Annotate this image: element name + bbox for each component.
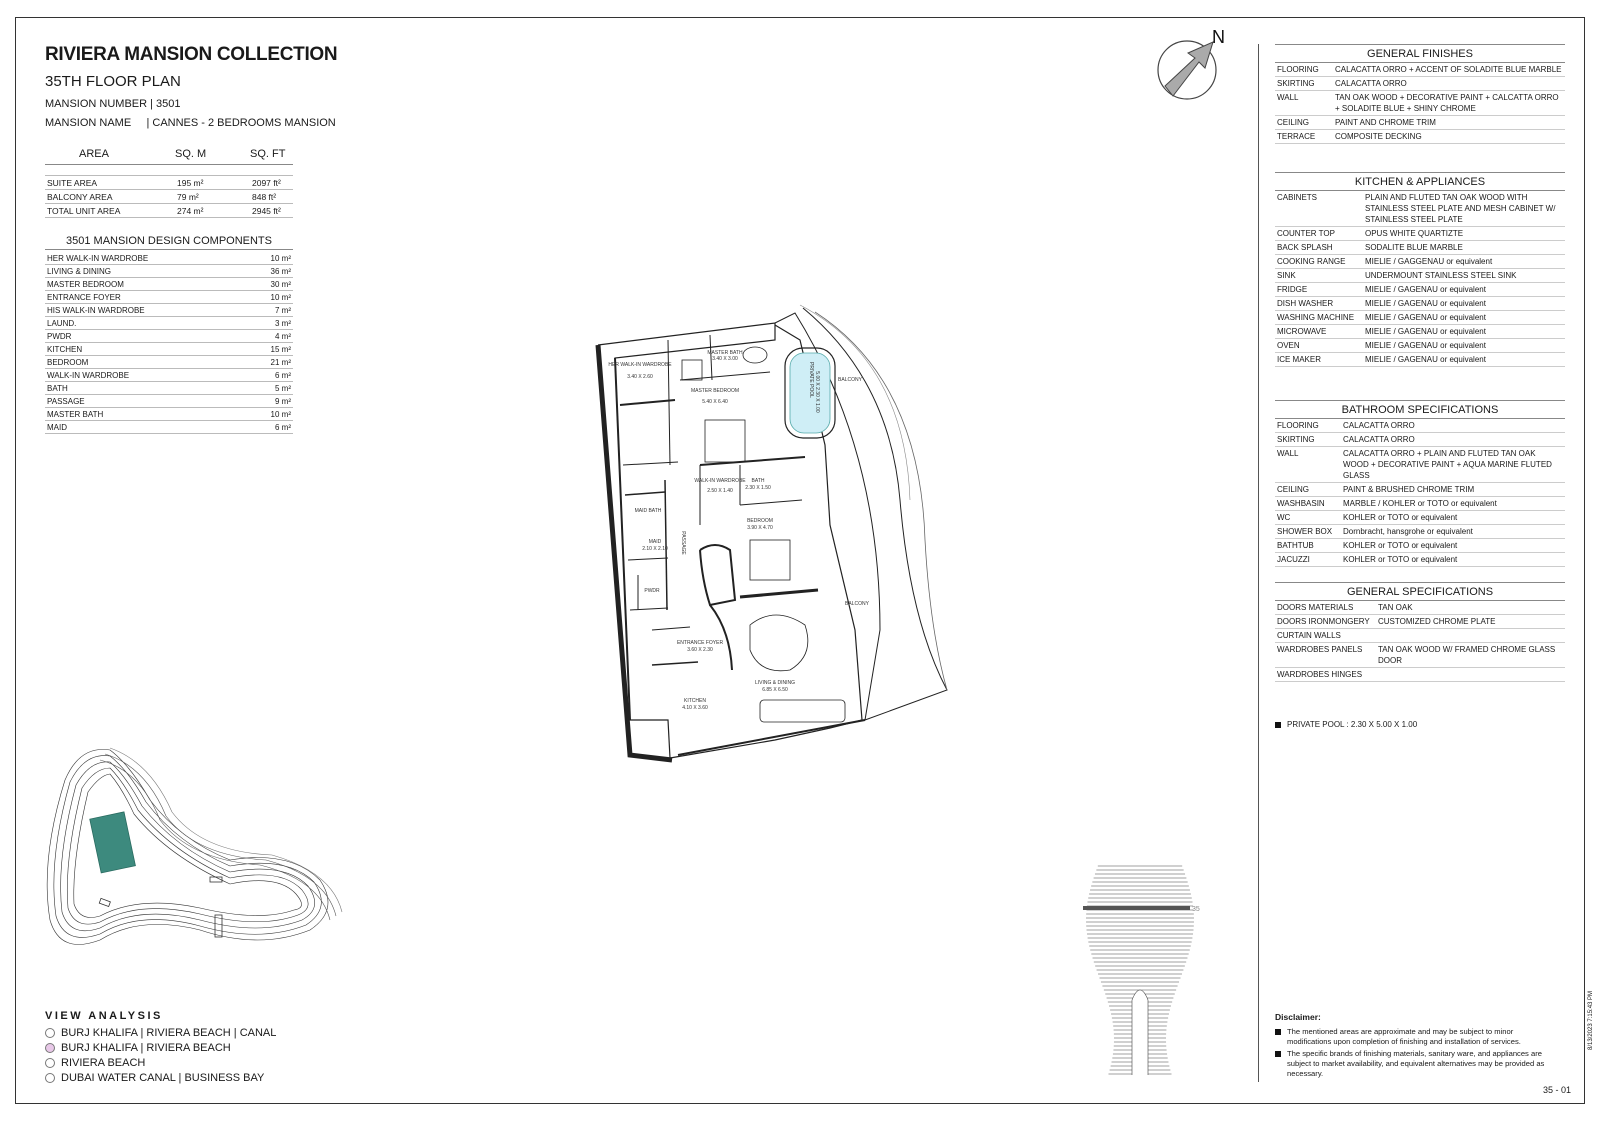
table-row	[45, 190, 293, 204]
row-value: 5 m²	[246, 382, 293, 395]
sqm-cell: 79 m²	[175, 190, 250, 204]
components-title: 3501 MANSION DESIGN COMPONENTS	[45, 235, 293, 250]
row-label: CABINETS	[1275, 191, 1363, 227]
view-analysis-item	[45, 1072, 264, 1084]
row-value: 10 m²	[246, 291, 293, 304]
legend-dot-icon	[45, 1073, 55, 1083]
sqft-cell: 2097 ft²	[250, 176, 293, 190]
disclaimer-text: The mentioned areas are approximate and may be subject to minor modifications upon completion of finishing and installation of services.	[1287, 1027, 1521, 1046]
table-row	[1275, 77, 1565, 91]
disclaimer-text: The specific brands of finishing materials, sanitary ware, and appliances are subject to market availability, and equivalent alternatives may be provided as necessary.	[1287, 1049, 1545, 1078]
row-value: KOHLER or TOTO or equivalent	[1341, 553, 1565, 567]
room-label-master-bedroom: MASTER BEDROOM	[690, 388, 740, 394]
legend-dot-icon	[45, 1028, 55, 1038]
table-row	[1275, 130, 1565, 144]
kitchen-section	[1275, 172, 1565, 367]
room-label-walk-in: WALK-IN WARDROBE	[694, 478, 746, 484]
row-label: MASTER BEDROOM	[45, 278, 246, 291]
table-row	[45, 204, 293, 218]
row-label: WASHBASIN	[1275, 497, 1341, 511]
row-value: MIELIE / GAGENAU or equivalent	[1363, 339, 1565, 353]
row-value: MIELIE / GAGENAU or equivalent	[1363, 283, 1565, 297]
row-value: CALACATTA ORRO	[1333, 77, 1565, 91]
table-row	[45, 382, 293, 395]
row-label: CEILING	[1275, 483, 1341, 497]
table-row	[45, 408, 293, 421]
bullet-icon	[1275, 1029, 1281, 1035]
room-label-bedroom: BEDROOM	[747, 518, 773, 524]
row-value: OPUS WHITE QUARTIZTE	[1363, 227, 1565, 241]
row-value: 10 m²	[246, 252, 293, 265]
view-analysis-title: VIEW ANALYSIS	[45, 1010, 163, 1022]
legend-dot-icon	[45, 1043, 55, 1053]
table-row	[45, 291, 293, 304]
room-dim-entrance: 3.60 X 2.30	[687, 647, 713, 653]
row-label: BATH	[45, 382, 246, 395]
room-label-living: LIVING & DINING	[754, 680, 796, 686]
area-cell: SUITE AREA	[45, 176, 175, 190]
north-label: N	[1212, 28, 1225, 47]
table-row	[45, 317, 293, 330]
room-label-master-bath: MASTER BATH	[707, 350, 743, 356]
table-row	[45, 265, 293, 278]
bathroom-table	[1275, 419, 1565, 567]
row-value: CALACATTA ORRO + PLAIN AND FLUTED TAN OAK WOOD + DECORATIVE PAINT + AQUA MARINE FLUTED GLASS	[1341, 447, 1565, 483]
table-row	[1275, 191, 1565, 227]
row-value: PLAIN AND FLUTED TAN OAK WOOD WITH STAINLESS STEEL PLATE AND MESH CABINET W/ STAINLESS STEEL PLATE	[1363, 191, 1565, 227]
row-value: 4 m²	[246, 330, 293, 343]
row-value: 15 m²	[246, 343, 293, 356]
row-label: DISH WASHER	[1275, 297, 1363, 311]
table-row	[1275, 325, 1565, 339]
north-arrow-icon	[1155, 28, 1225, 103]
general-specs-section	[1275, 582, 1565, 682]
row-value: 7 m²	[246, 304, 293, 317]
room-dim-pool: 5.00 X 2.30 X 1.00	[814, 371, 820, 413]
table-row	[1275, 511, 1565, 525]
room-label-pwdr: PWDR	[644, 588, 660, 594]
table-row	[1275, 483, 1565, 497]
sqm-header: SQ. M	[175, 148, 250, 165]
table-row	[1275, 553, 1565, 567]
table-row	[1275, 241, 1565, 255]
floor-plan-subtitle: 35TH FLOOR PLAN	[45, 73, 181, 90]
table-row	[1275, 433, 1565, 447]
page-number: 35 - 01	[1543, 1085, 1572, 1095]
row-label: COUNTER TOP	[1275, 227, 1363, 241]
row-label: FLOORING	[1275, 419, 1341, 433]
bullet-icon	[1275, 1051, 1281, 1057]
document-title: RIVIERA MANSION COLLECTION	[45, 44, 338, 65]
table-row	[45, 252, 293, 265]
table-row	[1275, 601, 1565, 615]
sqft-header: SQ. FT	[250, 148, 293, 165]
table-row	[1275, 91, 1565, 116]
table-row	[45, 421, 293, 434]
table-row	[1275, 339, 1565, 353]
general-finishes-title: GENERAL FINISHES	[1275, 44, 1565, 63]
kitchen-table	[1275, 191, 1565, 367]
table-row	[1275, 419, 1565, 433]
floor-plan	[590, 300, 970, 780]
room-label-passage: PASSAGE	[680, 531, 686, 555]
row-label: MASTER BATH	[45, 408, 246, 421]
row-value	[1376, 629, 1565, 643]
view-analysis-item	[45, 1027, 276, 1039]
table-row	[45, 369, 293, 382]
row-value: MIELIE / GAGENAU or equivalent	[1363, 297, 1565, 311]
sqm-cell: 195 m²	[175, 176, 250, 190]
table-row	[1275, 615, 1565, 629]
room-label-kitchen: KITCHEN	[684, 698, 706, 704]
area-table	[45, 148, 293, 218]
row-value: 3 m²	[246, 317, 293, 330]
row-label: WARDROBES HINGES	[1275, 668, 1376, 682]
row-value: MIELIE / GAGENAU or equivalent	[1363, 325, 1565, 339]
row-label: SHOWER BOX	[1275, 525, 1341, 539]
table-row	[1275, 311, 1565, 325]
disclaimer	[1275, 1012, 1555, 1081]
row-label: COOKING RANGE	[1275, 255, 1363, 269]
general-finishes-table	[1275, 63, 1565, 144]
room-dim-her-wardrobe: 3.40 X 2.60	[627, 374, 653, 380]
row-label: BACK SPLASH	[1275, 241, 1363, 255]
room-label-maid: MAID	[648, 539, 662, 545]
room-label-entrance: ENTRANCE FOYER	[676, 640, 724, 646]
room-dim-bath: 2.30 X 1.50	[745, 485, 771, 491]
table-row	[1275, 525, 1565, 539]
row-label: HIS WALK-IN WARDROBE	[45, 304, 246, 317]
row-value: 21 m²	[246, 356, 293, 369]
row-label: SKIRTING	[1275, 77, 1333, 91]
row-label: BEDROOM	[45, 356, 246, 369]
row-value: MIELIE / GAGGENAU or equivalent	[1363, 255, 1565, 269]
view-analysis-label: BURJ KHALIFA | RIVIERA BEACH	[61, 1042, 231, 1054]
row-value	[1376, 668, 1565, 682]
table-row	[1275, 297, 1565, 311]
table-row	[45, 304, 293, 317]
row-value: PAINT & BRUSHED CHROME TRIM	[1341, 483, 1565, 497]
row-value: KOHLER or TOTO or equivalent	[1341, 539, 1565, 553]
table-row	[1275, 643, 1565, 668]
timestamp: 8/13/2023 7:15:43 PM	[1588, 990, 1594, 1050]
row-value: 36 m²	[246, 265, 293, 278]
room-dim-master-bedroom: 5.40 X 6.40	[702, 399, 728, 405]
view-analysis-label: RIVIERA BEACH	[61, 1057, 146, 1069]
mansion-name-label: MANSION NAME	[45, 117, 132, 129]
table-row	[1275, 269, 1565, 283]
row-label: HER WALK-IN WARDROBE	[45, 252, 246, 265]
components-table	[45, 252, 293, 434]
mansion-name-value: CANNES - 2 BEDROOMS MANSION	[152, 117, 336, 129]
row-value: CALACATTA ORRO + ACCENT OF SOLADITE BLUE MARBLE	[1333, 63, 1565, 77]
row-label: BATHTUB	[1275, 539, 1341, 553]
row-value: SODALITE BLUE MARBLE	[1363, 241, 1565, 255]
room-label-balcony-2: BALCONY	[845, 601, 869, 607]
area-header: AREA	[45, 148, 175, 165]
view-analysis-label: BURJ KHALIFA | RIVIERA BEACH | CANAL	[61, 1027, 277, 1039]
mansion-name: MANSION NAME | CANNES - 2 BEDROOMS MANSION	[45, 117, 336, 129]
row-label: WASHING MACHINE	[1275, 311, 1363, 325]
divider-line	[1258, 44, 1259, 1082]
table-row	[45, 343, 293, 356]
room-dim-master-bath: 3.40 X 3.00	[712, 356, 738, 362]
sqft-cell: 2945 ft²	[250, 204, 293, 218]
room-label-maid-bath: MAID BATH	[634, 508, 662, 514]
room-label-her-wardrobe: HER WALK-IN WARDROBE	[608, 362, 672, 368]
unit-highlight	[90, 812, 136, 873]
mansion-number-value: 3501	[156, 98, 181, 110]
row-value: KOHLER or TOTO or equivalent	[1341, 511, 1565, 525]
row-value: Dornbracht, hansgrohe or equivalent	[1341, 525, 1565, 539]
table-row	[1275, 63, 1565, 77]
row-label: ICE MAKER	[1275, 353, 1363, 367]
row-label: PWDR	[45, 330, 246, 343]
building-elevation	[1080, 860, 1205, 1085]
row-label: WARDROBES PANELS	[1275, 643, 1376, 668]
sqm-cell: 274 m²	[175, 204, 250, 218]
row-value: MIELIE / GAGENAU or equivalent	[1363, 311, 1565, 325]
general-specs-title: GENERAL SPECIFICATIONS	[1275, 582, 1565, 601]
row-value: MARBLE / KOHLER or TOTO or equivalent	[1341, 497, 1565, 511]
row-value: TAN OAK WOOD W/ FRAMED CHROME GLASS DOOR	[1376, 643, 1565, 668]
row-label: SKIRTING	[1275, 433, 1341, 447]
table-row	[45, 356, 293, 369]
mansion-number: MANSION NUMBER | 3501	[45, 98, 181, 110]
floor-marker: 35	[1192, 906, 1200, 913]
table-row	[1275, 116, 1565, 130]
table-row	[45, 176, 293, 190]
table-row	[1275, 497, 1565, 511]
general-specs-table	[1275, 601, 1565, 682]
table-row	[1275, 447, 1565, 483]
table-row	[45, 395, 293, 408]
row-value: 30 m²	[246, 278, 293, 291]
row-label: TERRACE	[1275, 130, 1333, 144]
table-row	[1275, 353, 1565, 367]
row-value: MIELIE / GAGENAU or equivalent	[1363, 353, 1565, 367]
row-label: DOORS IRONMONGERY	[1275, 615, 1376, 629]
row-value: PAINT AND CHROME TRIM	[1333, 116, 1565, 130]
bathroom-section	[1275, 400, 1565, 567]
room-label-balcony-1: BALCONY	[838, 377, 862, 383]
row-label: CURTAIN WALLS	[1275, 629, 1376, 643]
area-cell: BALCONY AREA	[45, 190, 175, 204]
row-label: LAUND.	[45, 317, 246, 330]
row-value: CUSTOMIZED CHROME PLATE	[1376, 615, 1565, 629]
room-label-pool: PRIVATE POOL	[808, 362, 814, 398]
bullet-icon	[1275, 722, 1281, 728]
row-label: FRIDGE	[1275, 283, 1363, 297]
disclaimer-title: Disclaimer:	[1275, 1012, 1321, 1022]
table-row	[1275, 227, 1565, 241]
row-label: MICROWAVE	[1275, 325, 1363, 339]
area-cell: TOTAL UNIT AREA	[45, 204, 175, 218]
general-finishes-section	[1275, 44, 1565, 144]
bathroom-title: BATHROOM SPECIFICATIONS	[1275, 400, 1565, 419]
row-value: 9 m²	[246, 395, 293, 408]
room-dim-bedroom: 3.90 X 4.70	[747, 525, 773, 531]
row-value: TAN OAK	[1376, 601, 1565, 615]
room-dim-kitchen: 4.10 X 3.60	[682, 705, 708, 711]
row-value: 10 m²	[246, 408, 293, 421]
row-label: WC	[1275, 511, 1341, 525]
row-value: CALACATTA ORRO	[1341, 419, 1565, 433]
row-value: 6 m²	[246, 421, 293, 434]
row-label: LIVING & DINING	[45, 265, 246, 278]
row-label: FLOORING	[1275, 63, 1333, 77]
row-value: UNDERMOUNT STAINLESS STEEL SINK	[1363, 269, 1565, 283]
disclaimer-item	[1275, 1049, 1555, 1079]
row-label: PASSAGE	[45, 395, 246, 408]
table-row	[45, 330, 293, 343]
row-value: 6 m²	[246, 369, 293, 382]
row-value: TAN OAK WOOD + DECORATIVE PAINT + CALCATTA ORRO + SOLADITE BLUE + SHINY CHROME	[1333, 91, 1565, 116]
table-row	[1275, 539, 1565, 553]
row-label: WALL	[1275, 91, 1333, 116]
legend-dot-icon	[45, 1058, 55, 1068]
mansion-number-label: MANSION NUMBER	[45, 98, 148, 110]
room-dim-walk-in: 2.50 X 1.40	[707, 488, 733, 494]
row-label: KITCHEN	[45, 343, 246, 356]
row-label: CEILING	[1275, 116, 1333, 130]
row-label: ENTRANCE FOYER	[45, 291, 246, 304]
pool-note	[1275, 720, 1417, 729]
row-label: WALL	[1275, 447, 1341, 483]
disclaimer-item	[1275, 1027, 1555, 1047]
table-row	[1275, 283, 1565, 297]
table-row	[1275, 629, 1565, 643]
row-label: OVEN	[1275, 339, 1363, 353]
room-dim-maid: 2.10 X 2.10	[642, 546, 668, 552]
row-label: JACUZZI	[1275, 553, 1341, 567]
sqft-cell: 848 ft²	[250, 190, 293, 204]
table-row	[1275, 255, 1565, 269]
room-dim-living: 6.85 X 6.50	[762, 687, 788, 693]
view-analysis-item	[45, 1042, 231, 1054]
row-value: COMPOSITE DECKING	[1333, 130, 1565, 144]
view-analysis-item	[45, 1057, 145, 1069]
table-row	[1275, 668, 1565, 682]
pool-note-text: PRIVATE POOL : 2.30 X 5.00 X 1.00	[1287, 720, 1418, 729]
row-label: DOORS MATERIALS	[1275, 601, 1376, 615]
row-label: WALK-IN WARDROBE	[45, 369, 246, 382]
kitchen-title: KITCHEN & APPLIANCES	[1275, 172, 1565, 191]
row-label: MAID	[45, 421, 246, 434]
row-label: SINK	[1275, 269, 1363, 283]
row-value: CALACATTA ORRO	[1341, 433, 1565, 447]
site-key-plan	[40, 740, 345, 965]
room-label-bath: BATH	[751, 478, 765, 484]
view-analysis-label: DUBAI WATER CANAL | BUSINESS BAY	[61, 1072, 265, 1084]
table-row	[45, 278, 293, 291]
